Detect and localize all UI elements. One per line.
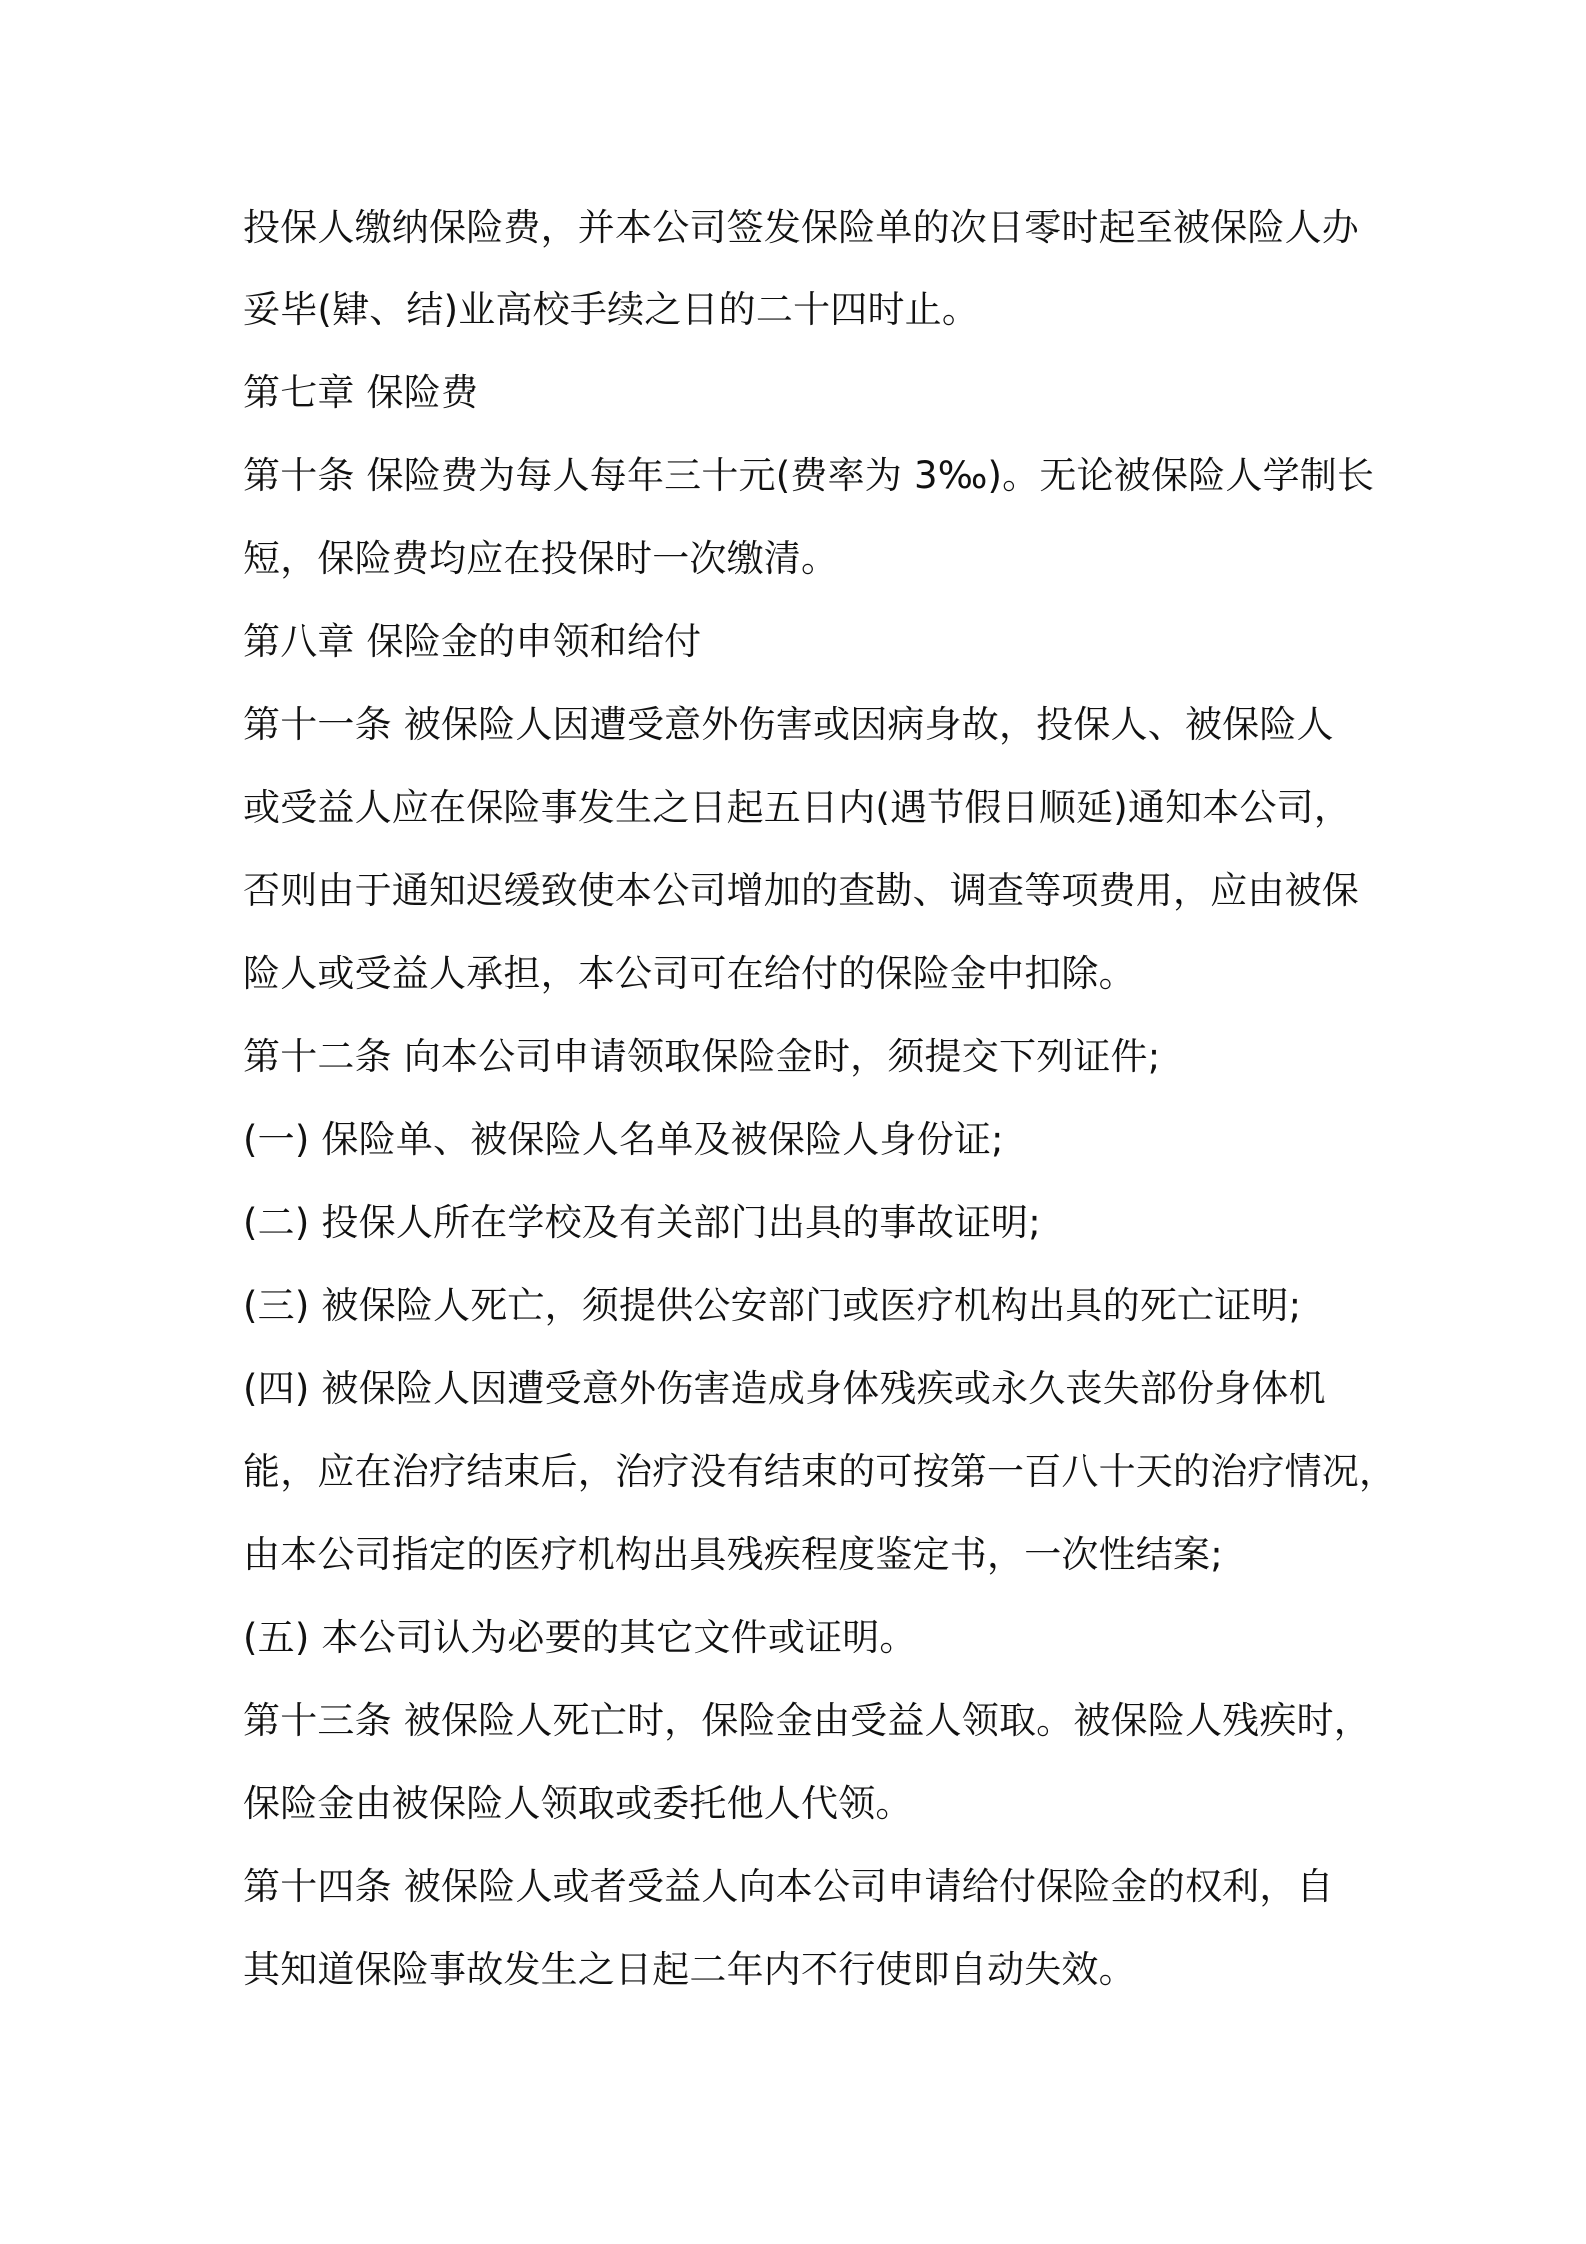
text-line: 由本公司指定的医疗机构出具残疾程度鉴定书，一次性结案; — [243, 1533, 1223, 1576]
list-item: (二) 投保人所在学校及有关部门出具的事故证明; — [243, 1201, 1041, 1244]
article-line: 第十四条 被保险人或者受益人向本公司申请给付保险金的权利，自 — [243, 1865, 1334, 1908]
list-item: (三) 被保险人死亡，须提供公安部门或医疗机构出具的死亡证明; — [243, 1284, 1302, 1327]
article-line: 第十条 保险费为每人每年三十元(费率为 3‰)。无论被保险人学制长 — [243, 454, 1375, 497]
text-line: 妥毕(肄、结)业高校手续之日的二十四时止。 — [243, 288, 980, 331]
text-line: 或受益人应在保险事发生之日起五日内(遇节假日顺延)通知本公司， — [243, 786, 1352, 829]
text-line: 短，保险费均应在投保时一次缴清。 — [243, 537, 839, 580]
list-item: (一) 保险单、被保险人名单及被保险人身份证; — [243, 1118, 1004, 1161]
chapter-heading: 第七章 保险费 — [243, 371, 479, 414]
text-line: 否则由于通知迟缓致使本公司增加的查勘、调查等项费用，应由被保 — [243, 869, 1359, 912]
list-item: (四) 被保险人因遭受意外伤害造成身体残疾或永久丧失部份身体机 — [243, 1367, 1326, 1410]
text-line: 投保人缴纳保险费，并本公司签发保险单的次日零时起至被保险人办 — [243, 206, 1359, 249]
chapter-heading: 第八章 保险金的申领和给付 — [243, 620, 702, 663]
text-line: 险人或受益人承担，本公司可在给付的保险金中扣除。 — [243, 952, 1136, 995]
article-line: 第十一条 被保险人因遭受意外伤害或因病身故，投保人、被保险人 — [243, 703, 1334, 746]
list-item: (五) 本公司认为必要的其它文件或证明。 — [243, 1616, 917, 1659]
text-line: 保险金由被保险人领取或委托他人代领。 — [243, 1782, 913, 1825]
article-line: 第十二条 向本公司申请领取保险金时，须提交下列证件; — [243, 1035, 1161, 1078]
text-line: 其知道保险事故发生之日起二年内不行使即自动失效。 — [243, 1948, 1136, 1991]
text-line: 能，应在治疗结束后，治疗没有结束的可按第一百八十天的治疗情况， — [243, 1450, 1397, 1493]
article-line: 第十三条 被保险人死亡时，保险金由受益人领取。被保险人残疾时， — [243, 1699, 1371, 1742]
